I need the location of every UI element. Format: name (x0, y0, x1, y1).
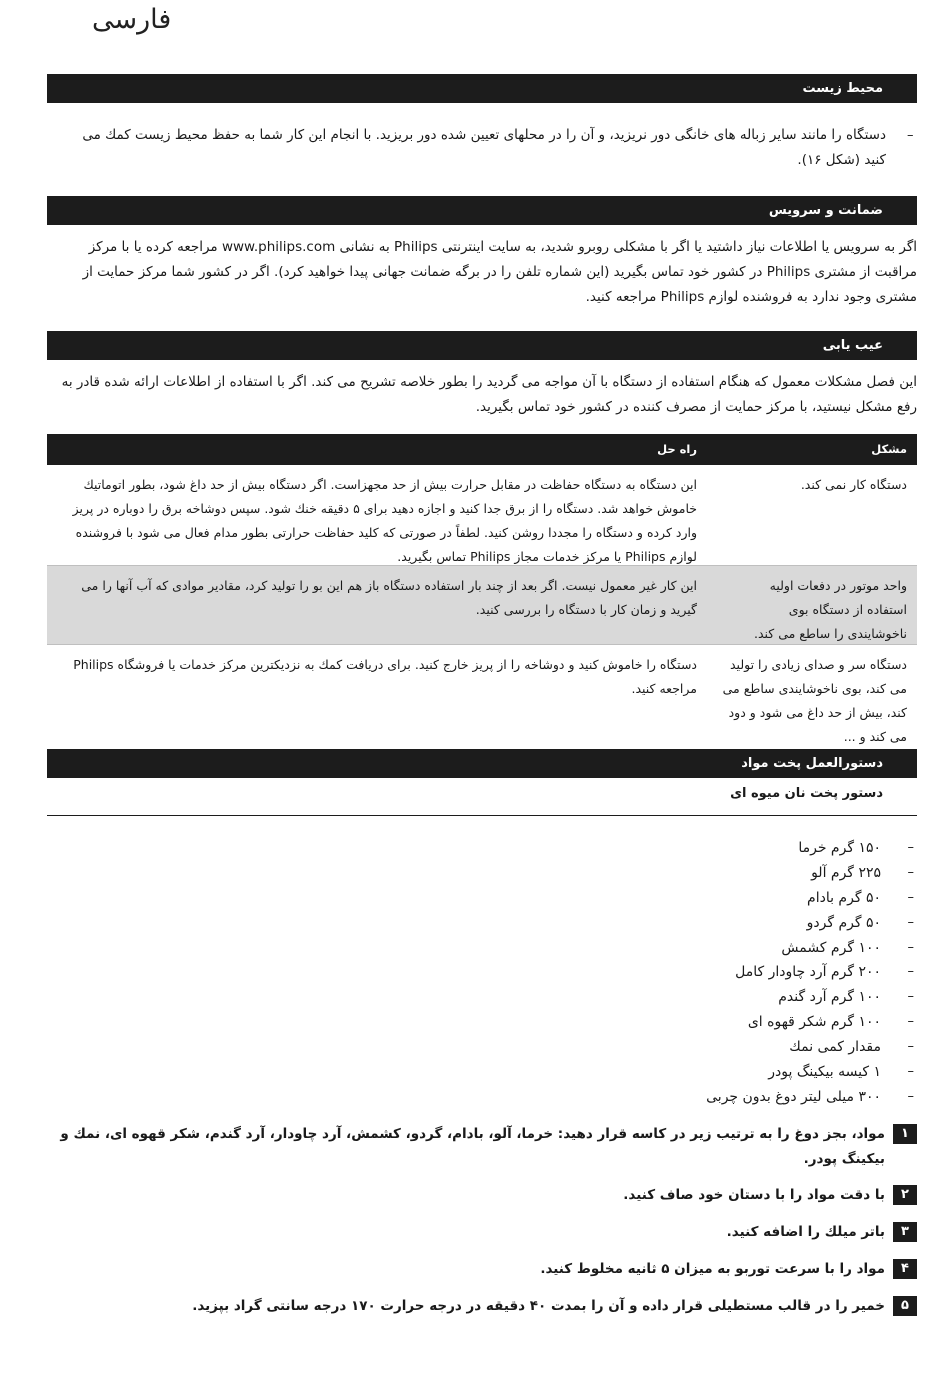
list-item (47, 1061, 917, 1086)
list-item (47, 1086, 917, 1111)
guarantee-text: اگر به سرویس یا اطلاعات نیاز داشتید یا اگر با مشکلی روبرو شدید، به سایت اینترنتی Philips به نشانی www.philips.com مراجعه کرده یا با مرکز مراقبت از مشتری Philips در کشور خود تماس بگیرید (این شماره تلفن را در برگه ضمانت جهانی پیدا خواهید کرد). اگر در کشور شما مرکز حمایت از مشتری وجود ندارد به فروشنده لوازم Philips مراجعه کنید. (82, 239, 917, 305)
step-number-badge: ۵ (893, 1296, 917, 1316)
ingredient-text: ۲۲۵ گرم آلو (811, 864, 881, 881)
section-heading-environment: محیط زیست (47, 74, 917, 103)
bullet-dash: – (907, 1088, 914, 1104)
list-item (47, 887, 917, 912)
bullet-dash: – (907, 1039, 914, 1055)
list-item (47, 1011, 917, 1036)
ingredient-text: ۲۰۰ گرم آرد چاودار کامل (735, 964, 881, 981)
troubleshooting-intro: این فصل مشکلات معمول که هنگام استفاده از دستگاه با آن مواجه می گردید را بطور خلاصه تشریح می کند. اگر با استفاده از اطلاعات ارائه شده قادر به رفع مشکل نیستید، با مرکز حمایت از مصرف کننده در کشور خود تماس بگیرید. (61, 374, 917, 415)
section-heading-troubleshooting: عیب یابی (47, 331, 917, 360)
column-header-solution: راه حل (657, 442, 697, 456)
column-header-problem: مشکل (871, 442, 907, 456)
table-header (47, 434, 917, 465)
divider (47, 815, 917, 816)
list-item (47, 1036, 917, 1061)
table-row (47, 645, 917, 745)
ingredient-text: ۱۰۰ گرم آرد گندم (778, 989, 881, 1006)
list-item (47, 937, 917, 962)
environment-text: دستگاه را مانند سایر زباله های خانگی دور نریزید، و آن را در محلهای تعیین شده دور بریزید. با انجام این کار شما به حفظ محیط زیست کمك می کنید (شکل ۱۶). (82, 127, 886, 168)
troubleshooting-table (47, 434, 917, 745)
solution-cell: این دستگاه به دستگاه حفاظت در مقابل حرارت بیش از حد مجهزاست. اگر دستگاه بیش از حد داغ شود، بطور اتوماتیك خاموش خواهد شد. دستگاه را از برق جدا کنید و اجازه دهید برای ۵ دقیقه خنك شود. سپس دوشاخه برق را دوباره در پریز وارد کرده و دستگاه را مجددا روشن کنید. لطفاً در صورتی که کلید حفاظت حرارتی بطور مدام فعال می شود با فروشنده لوازم Philips یا مرکز خدمات مجاز Philips تماس بگیرید. (72, 477, 697, 564)
bullet-dash: – (907, 864, 914, 880)
bullet-dash: – (907, 914, 914, 930)
step-text: مواد را با سرعت توربو به میزان ۵ ثانیه مخلوط کنید. (540, 1261, 885, 1277)
language-title: فارسی (92, 4, 172, 35)
step-text: با دقت مواد را با دستان خود صاف کنید. (623, 1187, 885, 1203)
recipe-title: دستور پخت نان میوه ای (730, 786, 883, 801)
ingredients-list (47, 837, 917, 1111)
step-text: مواد، بجز دوغ را به ترتیب زیر در کاسه قرار دهید: خرما، آلو، بادام، گردو، کشمش، آرد چاودار، آرد گندم، شکر قهوه ای، نمك و بیکینگ پودر. (60, 1126, 885, 1167)
table-row (47, 465, 917, 566)
list-item (47, 912, 917, 937)
table-row (47, 566, 917, 645)
ingredient-text: ۳۰۰ میلی لیتر دوغ بدون چربی (706, 1088, 881, 1105)
bullet-dash: – (907, 964, 914, 980)
bullet-dash: – (907, 939, 914, 955)
bullet-dash: – (907, 1064, 914, 1080)
solution-cell: دستگاه را خاموش کنید و دوشاخه را از پریز خارج کنید. برای دریافت کمك به نزدیکترین مرکز خدمات یا فروشگاه Philips مراجعه کنید. (73, 657, 697, 696)
step-text: باتر میلك را اضافه کنید. (726, 1224, 885, 1240)
ingredient-text: ۱ کیسه بیکینگ پودر (768, 1064, 881, 1081)
ingredient-text: ۵۰ گرم بادام (807, 889, 881, 906)
section-heading-guarantee: ضمانت و سرویس (47, 196, 917, 225)
problem-cell: واحد موتور در دفعات اولیه استفاده از دستگاه بوی ناخوشایندی را ساطع می کند. (753, 578, 907, 641)
problem-cell: دستگاه کار نمی کند. (800, 477, 907, 492)
list-item (47, 986, 917, 1011)
ingredient-text: مقدار کمی نمك (789, 1039, 881, 1056)
list-item (47, 862, 917, 887)
step-text: خمیر را در قالب مستطیلی قرار داده و آن را بمدت ۴۰ دقیقه در درجه حرارت ۱۷۰ درجه سانتی گراد بپزید. (192, 1298, 885, 1314)
step-number-badge: ۳ (893, 1222, 917, 1242)
step-number-badge: ۲ (893, 1185, 917, 1205)
problem-cell: دستگاه سر و صدای زیادی را تولید می کند، بوی ناخوشایندی ساطع می کند، بیش از حد داغ می شود و دود می کند و ... (722, 657, 907, 744)
bullet-dash: – (907, 889, 914, 905)
bullet-dash: – (907, 1014, 914, 1030)
ingredient-text: ۵۰ گرم گردو (806, 914, 881, 931)
list-item (47, 837, 917, 862)
solution-cell: این کار غیر معمول نیست. اگر بعد از چند بار استفاده دستگاه باز هم این بو را تولید کرد، مقادیر موادی که آب آنها را می گیرید و زمان کار با دستگاه را بررسی کنید. (81, 578, 697, 617)
ingredient-text: ۱۵۰ گرم خرما (798, 840, 881, 856)
bullet-dash: – (907, 840, 914, 855)
list-item (47, 961, 917, 986)
ingredient-text: ۱۰۰ گرم شکر قهوه ای (747, 1014, 881, 1031)
bullet-dash: – (907, 989, 914, 1005)
bullet-dash: – (907, 128, 914, 143)
step-number-badge: ۱ (893, 1124, 917, 1144)
section-heading-recipes: دستورالعمل پخت مواد (47, 749, 917, 778)
ingredient-text: ۱۰۰ گرم کشمش (781, 939, 881, 956)
step-number-badge: ۴ (893, 1259, 917, 1279)
